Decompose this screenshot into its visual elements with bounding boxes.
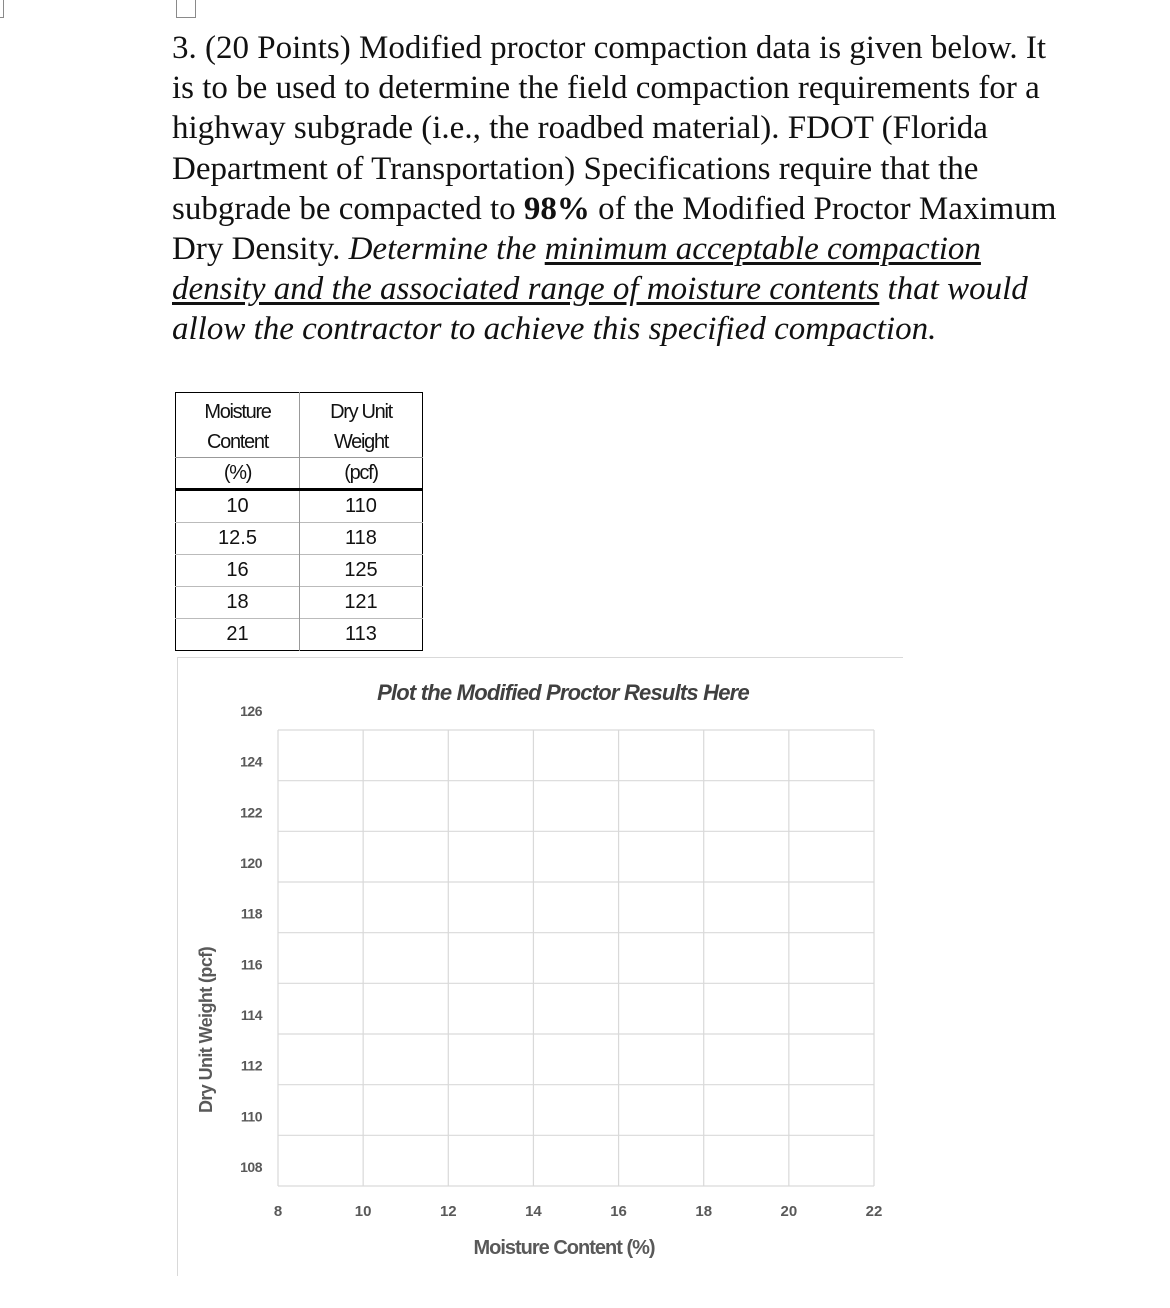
y-tick-label: 120 [240, 855, 262, 871]
x-tick-label: 22 [865, 1203, 883, 1220]
chart-area [177, 657, 903, 1276]
table-header-cell: (%) [176, 458, 300, 490]
task-text: Determine the [348, 231, 545, 268]
moisture-cell: 10 [176, 490, 300, 523]
y-tick-label: 108 [240, 1159, 262, 1175]
task-text-end: that would allow the contractor to achieve this specified compaction. [172, 271, 1028, 348]
table-body [176, 490, 423, 651]
table-header-cell: Dry Unit [330, 401, 392, 423]
problem-text: 3. (20 Points) Modified proctor compaction data is given below. It is to be used to determine the field compaction requirements for a highway subgrade (i.e., the roadbed material). FDOT (Florida Department of Transportation) Specifications require that the subgrade be compacted to [172, 30, 1047, 227]
moisture-cell: 18 [176, 587, 300, 619]
dry-unit-weight-cell: 110 [345, 495, 377, 517]
y-tick-label: 116 [240, 956, 262, 973]
table-row [176, 523, 423, 555]
x-axis-label: Moisture Content (%) [473, 1237, 655, 1259]
chart-title: Plot the Modified Proctor Results Here [377, 680, 749, 705]
moisture-cell: 12.5 [176, 523, 300, 555]
x-tick-label: 20 [780, 1203, 798, 1220]
y-tick-label: 110 [240, 1108, 262, 1125]
x-tick-label: 16 [610, 1203, 627, 1220]
dry-unit-weight-cell: 121 [344, 591, 378, 613]
problem-statement [172, 28, 1072, 350]
table-header-cell: Content [176, 427, 300, 458]
table-header-row [176, 427, 423, 458]
chart-gridlines [278, 730, 874, 1186]
y-axis-label: Dry Unit Weight (pcf) [196, 946, 216, 1114]
x-tick-label: 8 [273, 1203, 283, 1220]
x-tick-label: 18 [695, 1203, 713, 1220]
compaction-data-table [175, 392, 423, 651]
x-tick-label: 14 [525, 1203, 542, 1220]
x-tick-label: 12 [439, 1203, 457, 1220]
table-header-cell: Moisture [176, 393, 300, 428]
table-header-cell: Weight [333, 431, 389, 453]
y-tick-label: 124 [240, 753, 262, 770]
moisture-cell: 16 [176, 555, 300, 587]
y-tick-label: 114 [240, 1007, 262, 1023]
table-row [176, 555, 423, 587]
checkbox-edge [0, 0, 4, 18]
table-row [176, 619, 423, 651]
proctor-chart [178, 658, 903, 1276]
dry-unit-weight-cell: 118 [345, 527, 377, 549]
y-tick-label: 126 [240, 703, 262, 719]
dry-unit-weight-cell: 125 [344, 559, 378, 581]
x-tick-label: 10 [354, 1203, 372, 1220]
task-text-underlined: minimum acceptable compaction density and the associated range of moisture contents [172, 231, 981, 308]
compaction-percent: 98% [523, 190, 590, 227]
table-header-row [176, 393, 423, 428]
table-row [176, 587, 423, 619]
y-tick-label: 112 [240, 1057, 262, 1074]
y-tick-label: 122 [240, 804, 262, 821]
moisture-cell: 21 [176, 619, 300, 651]
table-header-cell: (pcf) [300, 458, 423, 490]
checkbox[interactable] [176, 0, 196, 18]
table-row [176, 490, 423, 523]
y-tick-label: 118 [240, 905, 262, 922]
table-header-row [176, 458, 423, 490]
dry-unit-weight-cell: 113 [345, 623, 377, 645]
problem-text-2: of the Modified Proctor Maximum Dry Density. [172, 190, 1057, 268]
